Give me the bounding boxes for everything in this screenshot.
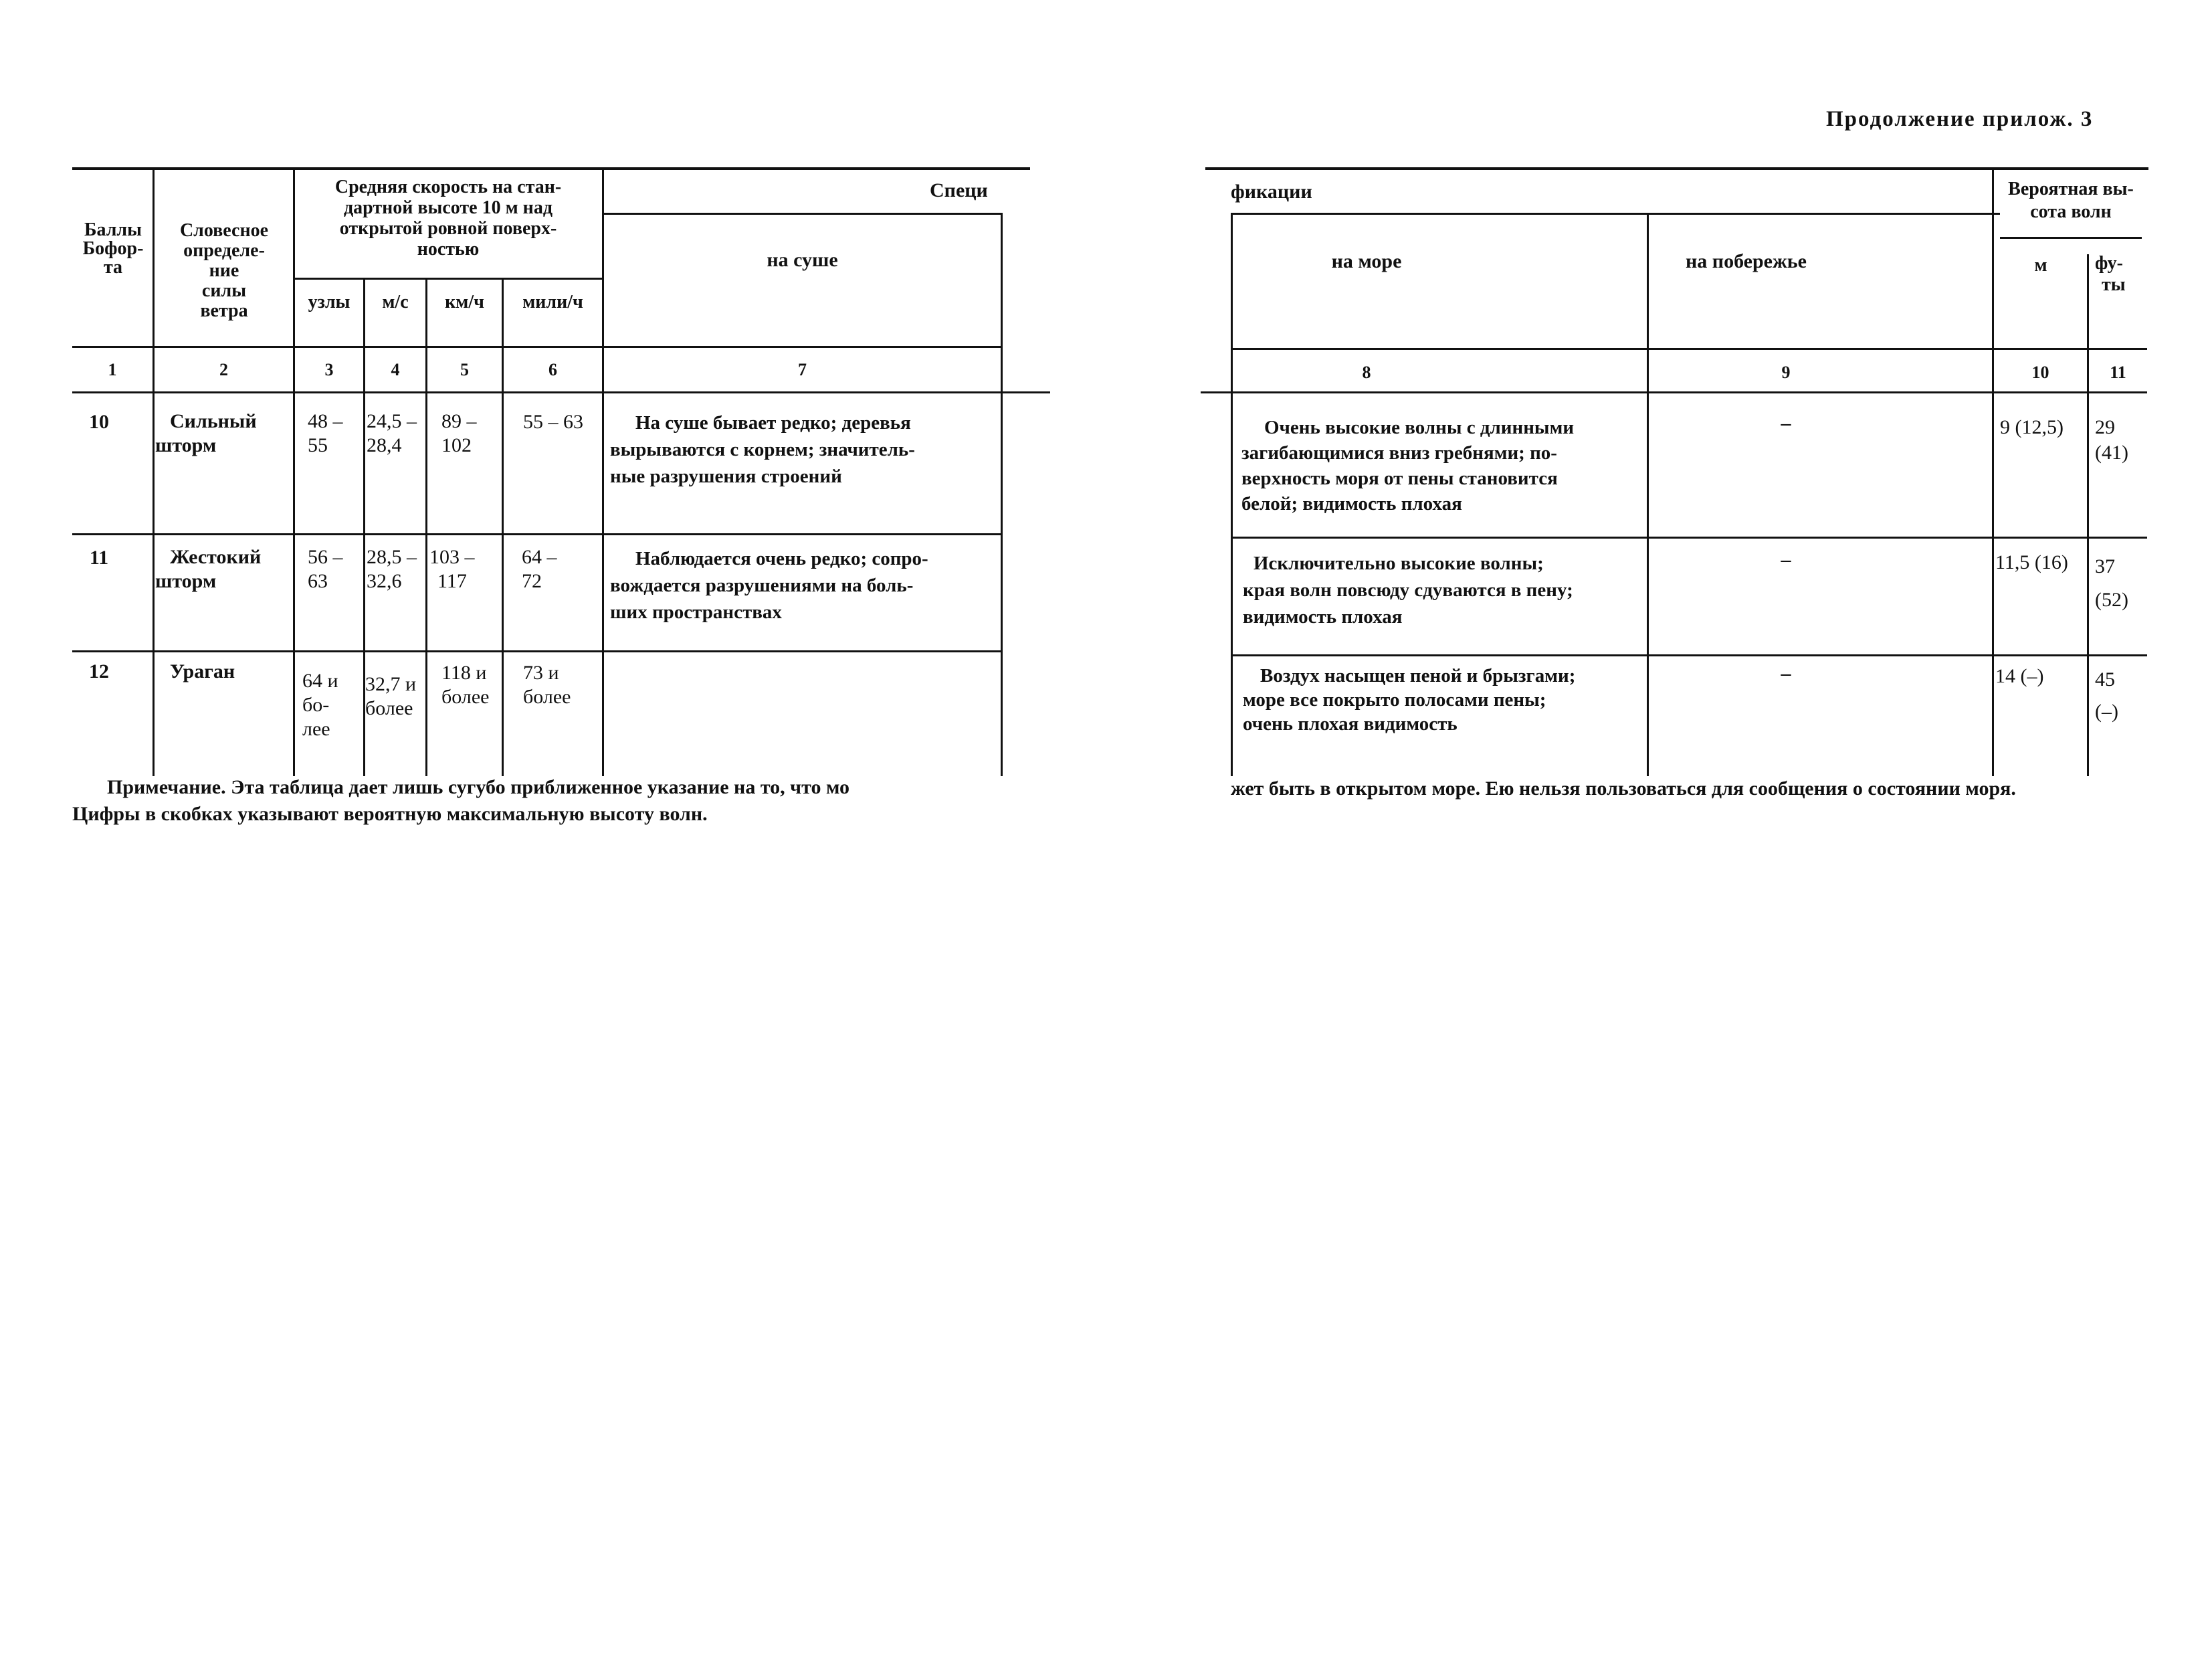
colnum-10: 10: [2031, 363, 2049, 382]
row10-ft: 29 (41): [2095, 416, 2128, 464]
right-height-divider: [2000, 237, 2142, 239]
row10-name: Сильный шторм: [155, 410, 257, 456]
row12-knots: 64 и бо- лее: [302, 670, 338, 740]
colnum-6: 6: [548, 360, 557, 379]
colnum-9: 9: [1781, 363, 1791, 382]
header-speed-group: Средняя скорость на стан- дартной высоте 10 м над открытой ровной поверх- ностью: [334, 177, 562, 260]
row10-mph: 55 – 63: [523, 411, 583, 433]
row11-knots: 56 – 63: [308, 546, 343, 592]
left-spec-divider: [603, 213, 1001, 215]
row11-ball: 11: [89, 547, 109, 569]
right-vrule-3: [1992, 167, 1994, 776]
row11-kmh: 103 – 117: [429, 546, 475, 592]
row11-name: Жестокий шторм: [155, 546, 262, 592]
right-row10-rule: [1231, 537, 2147, 539]
header-m: м: [2034, 255, 2047, 276]
row10-land: На суше бывает редко; деревья вырываются с корнем; значитель- ные разрушения строений: [610, 412, 915, 487]
right-vrule-4: [2087, 254, 2089, 776]
colnum-4: 4: [391, 360, 400, 379]
left-speed-divider: [294, 278, 603, 280]
header-height-group: Вероятная вы- сота волн: [2008, 179, 2134, 222]
row10-kmh: 89 – 102: [441, 410, 477, 456]
header-coast: на побережье: [1686, 250, 1807, 272]
colnum-11: 11: [2110, 363, 2126, 382]
row12-kmh: 118 и более: [441, 662, 490, 708]
header-spec-right: фикации: [1231, 181, 1312, 203]
header-ball: Баллы Бофор- та: [82, 219, 144, 278]
left-vrule-5: [502, 278, 504, 776]
row12-ball: 12: [89, 660, 109, 682]
right-colnum-bottom: [1201, 391, 2147, 393]
row10-ms: 24,5 – 28,4: [367, 410, 417, 456]
left-top-rule: [72, 167, 1030, 170]
header-ft: фу- ты: [2095, 253, 2126, 295]
header-sea: на море: [1331, 250, 1402, 272]
header-land: на суше: [767, 249, 838, 271]
colnum-5: 5: [460, 360, 469, 379]
colnum-7: 7: [798, 360, 807, 379]
running-header: Продолжение прилож. 3: [1826, 107, 2094, 131]
header-spec-left: Специ: [930, 179, 988, 201]
right-spec-divider: [1231, 213, 2000, 215]
row11-ft: 37 (52): [2095, 555, 2128, 611]
header-unit-kmh: км/ч: [445, 292, 484, 312]
row12-m: 14 (–): [1995, 665, 2044, 687]
row12-mph: 73 и более: [523, 662, 571, 708]
row12-coast: –: [1781, 662, 1791, 684]
note-left-line2: Цифры в скобках указывают вероятную максимальную высоту волн.: [72, 803, 708, 825]
left-vrule-4: [425, 278, 427, 776]
note-right-line1: жет быть в открытом море. Ею нельзя пользоваться для сообщения о состоянии моря.: [1231, 777, 2016, 800]
right-top-rule: [1205, 167, 2148, 170]
header-unit-mph: мили/ч: [522, 292, 583, 312]
right-header-bottom: [1231, 348, 2147, 350]
row10-coast: –: [1781, 412, 1791, 434]
left-row11-rule: [72, 650, 1002, 652]
left-vrule-7: [1001, 213, 1003, 776]
row12-ms: 32,7 и более: [365, 673, 417, 719]
row11-m: 11,5 (16): [1995, 551, 2068, 573]
colnum-1: 1: [108, 360, 117, 379]
row11-ms: 28,5 – 32,6: [367, 546, 417, 592]
row10-ball: 10: [89, 411, 109, 433]
row10-knots: 48 – 55: [308, 410, 343, 456]
right-vrule-1: [1231, 213, 1233, 776]
note-left-line1: Примечание. Эта таблица дает лишь сугубо приближенное указание на то, что мо: [107, 776, 849, 798]
row11-coast: –: [1781, 549, 1791, 571]
right-vrule-2: [1647, 213, 1649, 776]
row11-land: Наблюдается очень редко; сопро- вождается разрушениями на боль- ших пространствах: [610, 548, 928, 623]
header-name: Словесное определе- ние силы ветра: [179, 220, 269, 321]
row11-mph: 64 – 72: [522, 546, 557, 592]
row12-ft: 45 (–): [2095, 668, 2118, 723]
row11-sea: Исключительно высокие волны; края волн повсюду сдуваются в пену; видимость плохая: [1243, 553, 1573, 628]
colnum-3: 3: [324, 360, 334, 379]
row10-m: 9 (12,5): [2000, 416, 2064, 438]
row12-name: Ураган: [170, 660, 235, 682]
left-header-bottom: [72, 346, 1002, 348]
left-row10-rule: [72, 533, 1002, 535]
header-unit-ms: м/с: [382, 292, 409, 312]
right-row11-rule: [1231, 654, 2147, 656]
header-unit-knots: узлы: [308, 292, 350, 312]
row10-sea: Очень высокие волны с длинными загибающимися вниз гребнями; по- верхность моря от пены становится белой; видимость плохая: [1241, 417, 1575, 515]
left-colnum-bottom: [72, 391, 1050, 393]
colnum-8: 8: [1362, 363, 1371, 382]
colnum-2: 2: [219, 360, 228, 379]
row12-sea: Воздух насыщен пеной и брызгами; море все покрыто полосами пены; очень плохая видимость: [1243, 665, 1576, 735]
